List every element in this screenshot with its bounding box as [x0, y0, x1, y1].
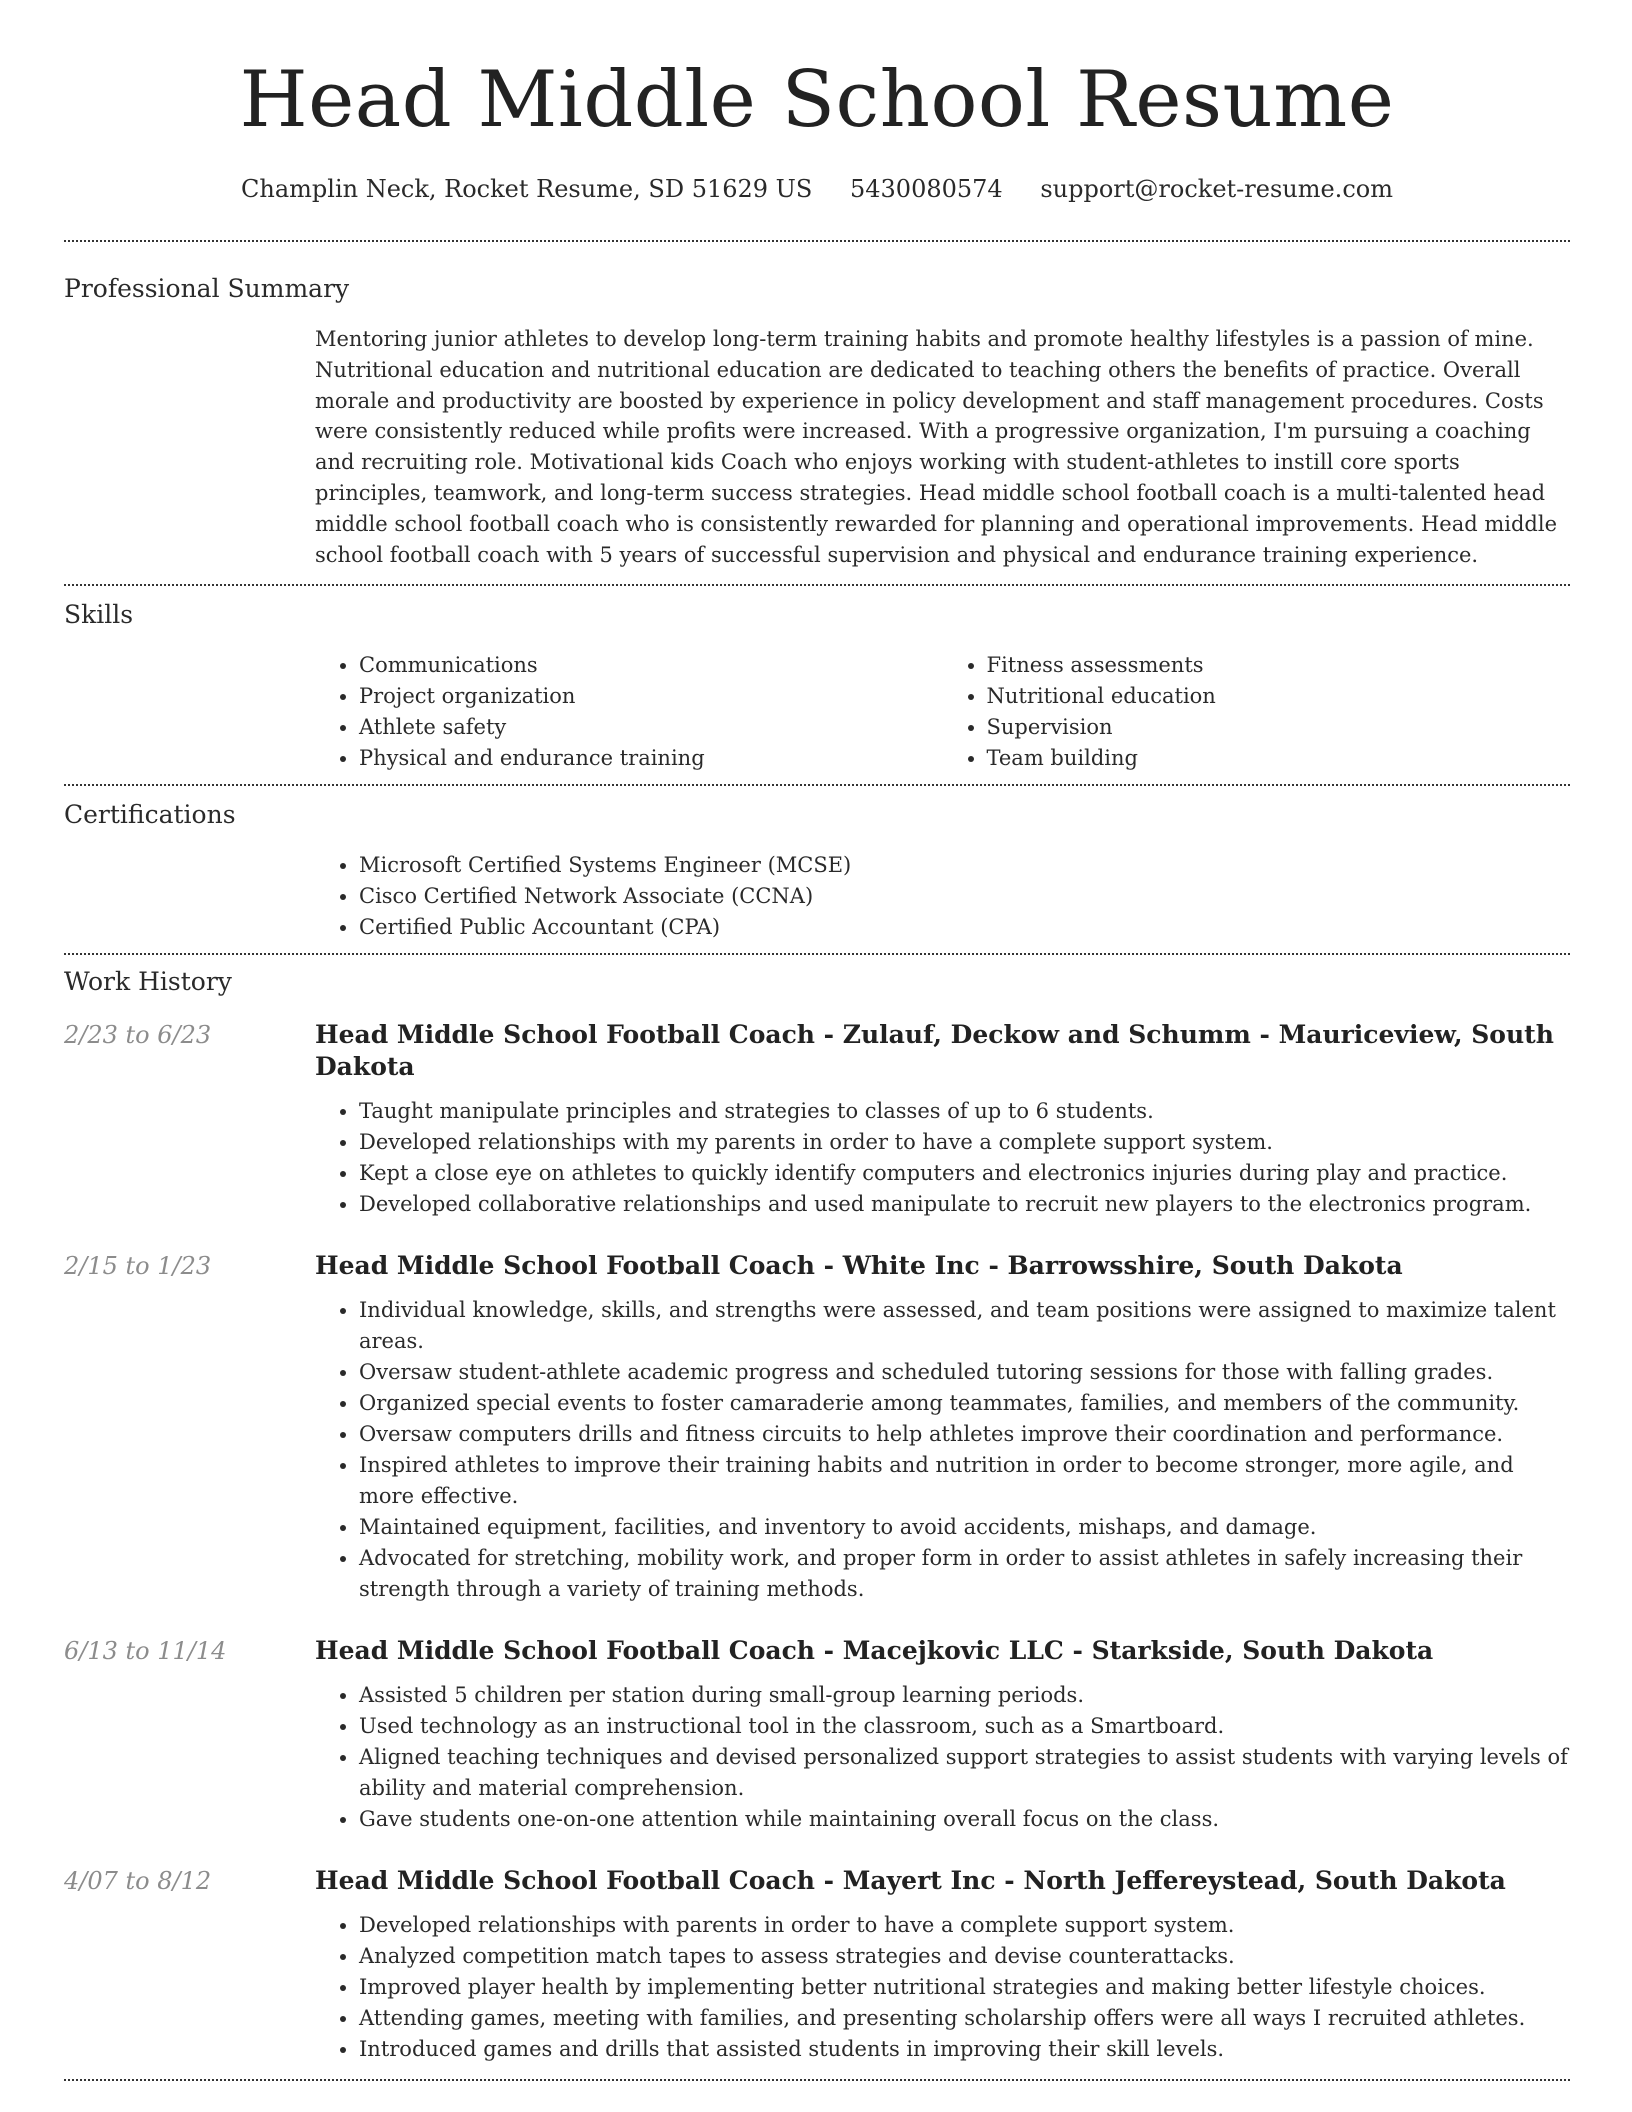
job-title: Head Middle School Football Coach - Zulauf, Deckow and Schumm - Mauriceview, South Dakota: [315, 1020, 1554, 1082]
job-bullet: • Inspired athletes to improve their training habits and nutrition in order to become stronger, more agile, and more effective.: [359, 1450, 1570, 1512]
work-history-section: [64, 955, 1570, 2065]
work-history-heading: Work History: [64, 967, 232, 997]
job-details: [315, 1250, 1570, 1605]
job-details: [315, 1635, 1570, 1835]
certification-item: • Certified Public Accountant (CPA): [359, 912, 1570, 943]
certifications-heading: Certifications: [64, 800, 236, 830]
job-bullet: • Aligned teaching techniques and devised personalized support strategies to assist students with varying levels of ability and material comprehension.: [359, 1742, 1570, 1804]
skill-item: • Nutritional education: [987, 681, 1571, 712]
skills-list-right: [943, 650, 1571, 774]
skills-list-left: [315, 650, 943, 774]
summary-heading: Professional Summary: [64, 274, 350, 303]
skill-item: • Athlete safety: [359, 712, 943, 743]
certification-item: • Cisco Certified Network Associate (CCNA): [359, 881, 1570, 912]
contact-line: [64, 174, 1570, 204]
job-bullet: • Individual knowledge, skills, and strengths were assessed, and team positions were assigned to maximize talent areas.: [359, 1295, 1570, 1357]
job-bullets: [315, 1295, 1570, 1605]
job-details: [315, 1865, 1570, 2065]
job-bullet: • Improved player health by implementing better nutritional strategies and making better lifestyle choices.: [359, 1972, 1570, 2003]
contact-email: support@rocket-resume.com: [1040, 175, 1393, 203]
job-entry: [64, 1865, 1570, 2065]
skills-heading: Skills: [64, 600, 134, 630]
job-bullet: • Oversaw computers drills and fitness circuits to help athletes improve their coordination and performance.: [359, 1419, 1570, 1450]
job-bullets: [315, 1680, 1570, 1835]
skill-item: • Project organization: [359, 681, 943, 712]
skills-section: [64, 586, 1570, 784]
job-entry: [64, 1019, 1570, 1220]
job-bullet: • Gave students one-on-one attention while maintaining overall focus on the class.: [359, 1804, 1570, 1835]
job-bullet: • Attending games, meeting with families, and presenting scholarship offers were all ways I recruited athletes.: [359, 2003, 1570, 2034]
job-bullet: • Organized special events to foster camaraderie among teammates, families, and members of the community.: [359, 1388, 1570, 1419]
job-bullets: [315, 1910, 1570, 2065]
skill-item: • Supervision: [987, 712, 1571, 743]
skills-grid: [315, 650, 1570, 784]
job-entry: [64, 1635, 1570, 1835]
summary-section: [64, 242, 1570, 584]
certifications-list: [315, 850, 1570, 943]
job-date: 4/07 to 8/12: [64, 1867, 212, 1896]
job-date: 6/13 to 11/14: [64, 1637, 227, 1666]
job-bullet: • Advocated for stretching, mobility work, and proper form in order to assist athletes in safely increasing their strength through a variety of training methods.: [359, 1543, 1570, 1605]
certifications-section: [64, 786, 1570, 953]
summary-body: [315, 324, 1570, 584]
job-bullet: • Developed relationships with parents in order to have a complete support system.: [359, 1910, 1570, 1941]
job-date: 2/23 to 6/23: [64, 1021, 212, 1050]
job-bullet: • Oversaw student-athlete academic progress and scheduled tutoring sessions for those with falling grades.: [359, 1357, 1570, 1388]
job-bullet: • Taught manipulate principles and strategies to classes of up to 6 students.: [359, 1096, 1570, 1127]
job-title: Head Middle School Football Coach - White Inc - Barrowsshire, South Dakota: [315, 1251, 1403, 1281]
job-details: [315, 1019, 1570, 1220]
job-title: Head Middle School Football Coach - Mayert Inc - North Jeffereystead, South Dakota: [315, 1866, 1506, 1896]
skill-item: • Fitness assessments: [987, 650, 1571, 681]
contact-phone: 5430080574: [850, 175, 1003, 203]
job-bullet: • Developed collaborative relationships and used manipulate to recruit new players to the electronics program.: [359, 1189, 1570, 1220]
job-bullet: • Used technology as an instructional tool in the classroom, such as a Smartboard.: [359, 1711, 1570, 1742]
summary-text: Mentoring junior athletes to develop long-term training habits and promote healthy lifestyles is a passion of mine. Nutritional education and nutritional education are dedicated to teaching others the benefits of practice. Overall morale and productivity are boosted by experience in policy development and staff management procedures. Costs were consistently reduced while profits were increased. With a progressive organization, I'm pursuing a coaching and recruiting role. Motivational kids Coach who enjoys working with student-athletes to instill core sports principles, teamwork, and long-term success strategies. Head middle school football coach is a multi-talented head middle school football coach who is consistently rewarded for planning and operational improvements. Head middle school football coach with 5 years of successful supervision and physical and endurance training experience.: [315, 327, 1557, 567]
job-entry: [64, 1250, 1570, 1605]
job-bullet: • Analyzed competition match tapes to assess strategies and devise counterattacks.: [359, 1941, 1570, 1972]
certifications-body: [315, 850, 1570, 953]
job-bullet: • Introduced games and drills that assisted students in improving their skill levels.: [359, 2034, 1570, 2065]
certification-item: • Microsoft Certified Systems Engineer (MCSE): [359, 850, 1570, 881]
resume-page: [64, 0, 1570, 2081]
job-bullet: • Maintained equipment, facilities, and inventory to avoid accidents, mishaps, and damage.: [359, 1512, 1570, 1543]
skill-item: • Communications: [359, 650, 943, 681]
job-bullet: • Assisted 5 children per station during small-group learning periods.: [359, 1680, 1570, 1711]
job-bullets: [315, 1096, 1570, 1220]
job-title: Head Middle School Football Coach - Macejkovic LLC - Starkside, South Dakota: [315, 1636, 1434, 1666]
skill-item: • Physical and endurance training: [359, 743, 943, 774]
job-date: 2/15 to 1/23: [64, 1252, 212, 1281]
skill-item: • Team building: [987, 743, 1571, 774]
section-divider: [64, 2079, 1570, 2081]
resume-title: Head Middle School Resume: [239, 55, 1395, 145]
job-bullet: • Kept a close eye on athletes to quickly identify computers and electronics injuries during play and practice.: [359, 1158, 1570, 1189]
contact-address: Champlin Neck, Rocket Resume, SD 51629 US: [241, 175, 813, 203]
job-bullet: • Developed relationships with my parents in order to have a complete support system.: [359, 1127, 1570, 1158]
